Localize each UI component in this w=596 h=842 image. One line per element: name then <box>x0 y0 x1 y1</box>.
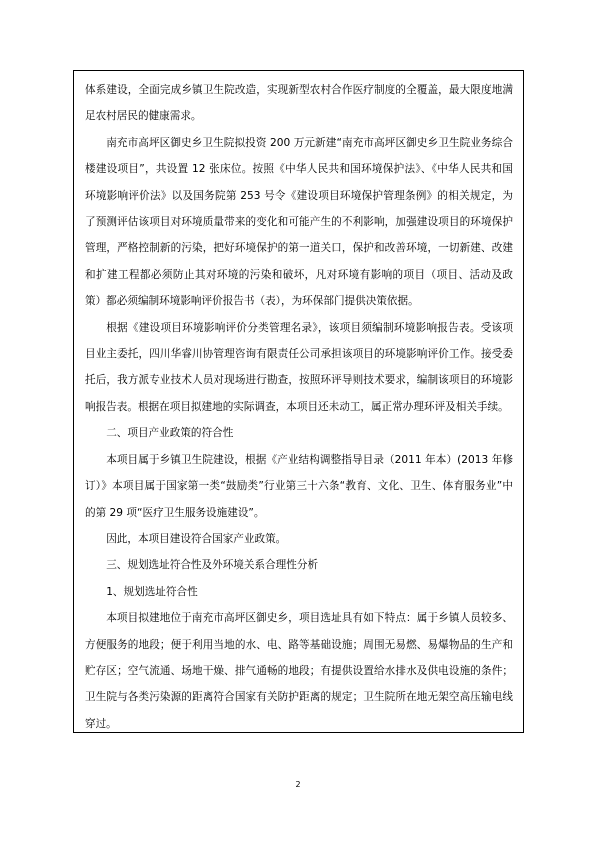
section-heading-industrial-policy: 二、项目产业政策的符合性 <box>106 427 234 440</box>
section-heading-site-planning: 三、规划选址符合性及外环境关系合理性分析 <box>106 559 319 572</box>
paragraph-healthcare-goal: 体系建设，全面完成乡镇卫生院改造，实现新型农村合作医疗制度的全覆盖，最大限度地满足农村居民的健康需求。 <box>85 84 513 123</box>
paragraph-eia-commission: 根据《建设项目环境影响评价分类管理名录》，该项目须编制环境影响报告表。受该项目业主委托，四川华睿川协管理咨询有限责任公司承担该项目的环境影响评价工作。接受委托后，我方派专业技术人员对现场进行勘查，按照环评导则技术要求，编制该项目的环境影响报告表。根据在项目拟建地的实际调查，本项目还未动工，属正常办理环评及相关手续。 <box>85 321 513 413</box>
paragraph-site-features: 本项目拟建地位于南充市高坪区御史乡，项目选址具有如下特点：属于乡镇人员较多、方便服务的地段；便于利用当地的水、电、路等基础设施；周围无易燃、易爆物品的生产和贮存区；空气流通、场地干燥、排气通畅的地段；有提供设置给水排水及供电设施的条件；卫生院与各类污染源的距离符合国家有关防护距离的规定；卫生院所在地无架空高压输电线穿过。 <box>85 612 513 730</box>
subsection-heading-site-compliance: 1、规划选址符合性 <box>106 585 198 598</box>
document-body <box>85 77 513 737</box>
page-number: 2 <box>295 780 301 789</box>
paragraph-policy-conclusion: 因此，本项目建设符合国家产业政策。 <box>106 532 287 545</box>
paragraph-industrial-policy: 本项目属于乡镇卫生院建设，根据《产业结构调整指导目录（2011 年本）(2013 年修订）》本项目属于国家第一类“鼓励类”行业第三十六条“教育、文化、卫生、体育服务业”中的第 29 项“医疗卫生服务设施建设”。 <box>85 453 513 519</box>
paragraph-project-background: 南充市高坪区御史乡卫生院拟投资 200 万元新建“南充市高坪区御史乡卫生院业务综合楼建设项目”，共设置 12 张床位。按照《中华人民共和国环境保护法》、《中华人民共和国环境影响评价法》以及国务院第 253 号令《建设项目环境保护管理条例》的相关规定，为了预测评估该项目对环境质量带来的变化和可能产生的不利影响，加强建设项目的环境保护管理，严格控制新的污染，把好环境保护的第一道关口，保护和改善环境，一切新建、改建和扩建工程都必须防止其对环境的污染和破坏，凡对环境有影响的项目（项目、活动及政策）都必须编制环境影响评价报告书（表），为环保部门提供决策依据。 <box>85 136 513 308</box>
